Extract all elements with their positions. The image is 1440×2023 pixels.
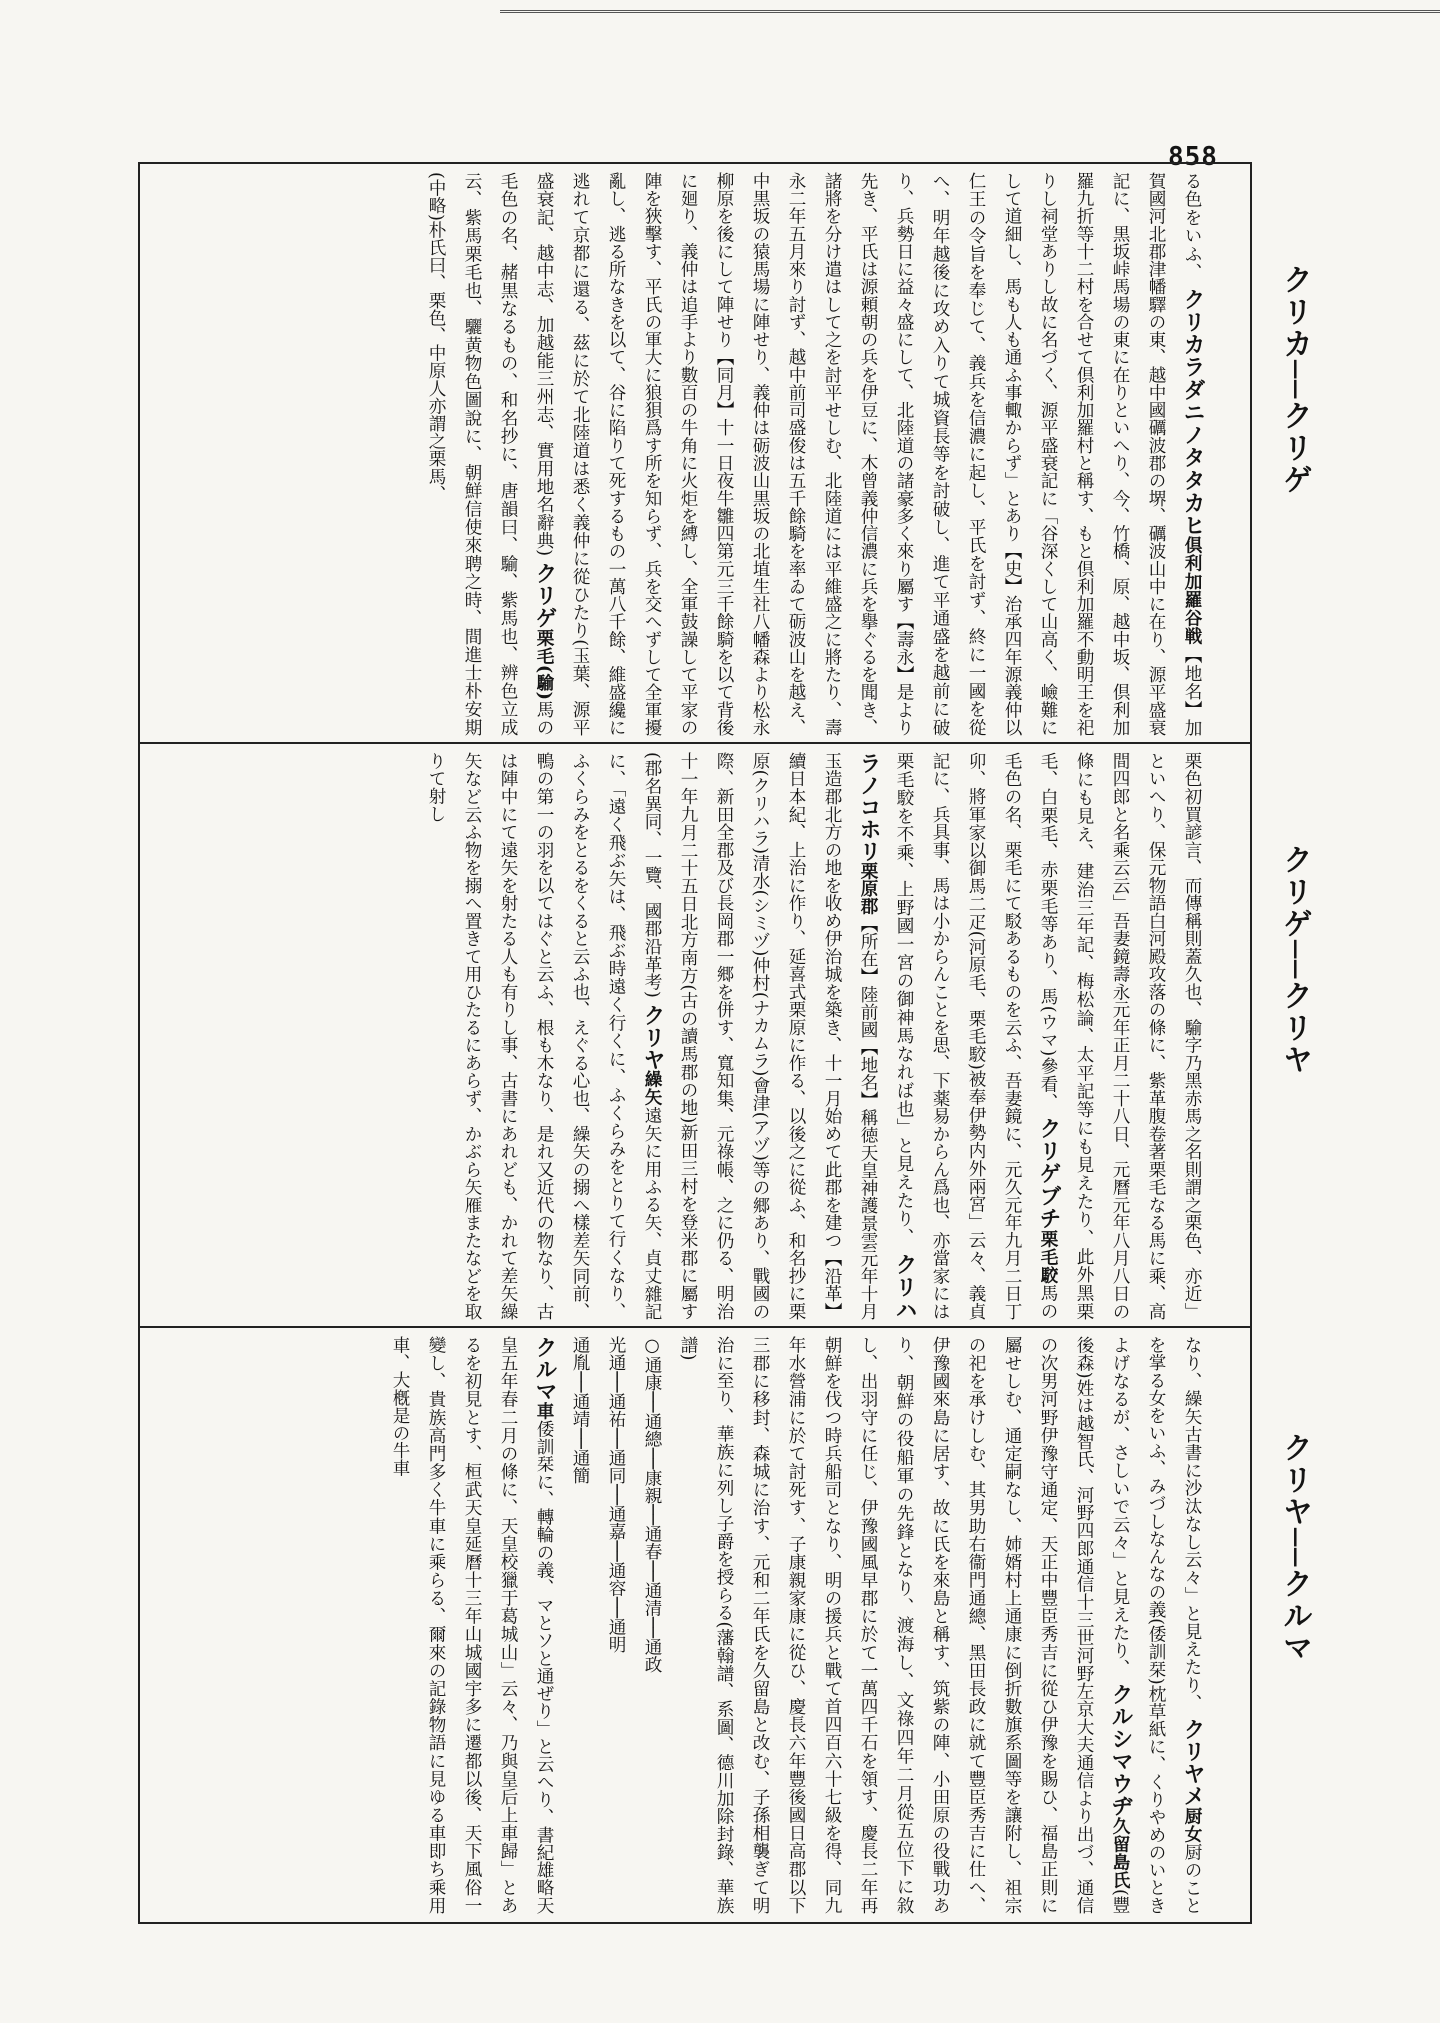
entry-headword: クリヤメ [1180, 1717, 1205, 1807]
page-number: 858 [1168, 142, 1218, 172]
entry-kanji: 倶利加羅谷戦 [1182, 536, 1203, 646]
entry-kanji: 栗毛(騟) [534, 629, 555, 701]
entry-text: 【所在】陸前國【地名】稱徳天皇神護景雲元年十月玉造郡北方の地を收め伊治城を築き、十一月始めて此郡を建つ【沿革】續日本紀、上治に作り、延喜式栗原に作る、以後之に從ふ、和名抄に栗原(クリハラ)清水(シミヅ)仲村(ナカムラ)會津(アヅ)等の郷あり、戰國の際、新田全郡及び長岡郡一郷を併す、寬知集、元祿帳、之に仍る、明治十一年九月二十五日北方南方(古の讀馬郡の地)新田三村を登米郡に屬す(郡名異同、一覽、國郡沿革考) [642, 752, 878, 1320]
text-band-2 [140, 748, 1210, 1320]
entry-text: 馬の毛色の名、栗毛にて駁あるものを云ふ、吾妻鏡に、元久元年九月二日丁卯、將軍家以御馬二疋(河原毛、栗毛駮)被奉伊勢内外兩宮」云々、義貞記に、兵具事、馬は小からんことを思、下薬易からん爲也、亦當家には栗毛駮を不乘、上野國一宮の御神馬なれば也」と見えたり、 [894, 752, 1058, 1320]
entry-text: る色をいふ、 [1182, 172, 1202, 282]
entry-headword: クリカラダニノタタカヒ [1180, 287, 1205, 537]
band-2-column [140, 748, 1210, 1320]
running-head-1: クリカ──クリゲ [1277, 263, 1312, 497]
entry-kuruma [390, 1336, 557, 1914]
entry-kurushimauji [678, 1336, 1133, 1914]
entry-text: 厨のことを掌る女をいふ、みづしなんなの義(倭訓栞)枕草紙に、くりやめのいときよげなるが、さしいで云々」と見えたり、 [1110, 1336, 1202, 1914]
entry-headword: クリゲ [532, 562, 557, 630]
entry-text: (豐後森)姓は越智氏、河野四郎通信十三世河野左京大夫通信より出づ、通信の次男河野伊豫守通定、天正中豐臣秀吉に從ひ伊豫を賜ひ、福島正則に屬せしむ、通定嗣なし、姉婿村上通康に倒折數旗系圖等を讓附し、祖宗の祀を承けしむ、其男助右衞門通總、黑田長政に就て豐臣秀吉に仕へ、伊豫國來島に居す、故に氏を來島と稱す、筑紫の陣、小田原の役戰功あり、朝鮮の役船軍の先鋒となり、渡海し、文祿四年二月從五位下に敘し、出羽守に任じ、伊豫國風早郡に於て一萬四千石を領す、慶長二年再朝鮮を伐つ時兵船司となり、明の援兵と戰て首四百六十七級を得、同九年水營浦に於て討死す、子康親家康に從ひ、慶長六年豐後國日高郡以下三郡に移封、森城に治す、元和二年氏を久留島と改む、子孫相襲ぎて明治に至り、華族に列し子爵を授らる(藩翰譜、系圖、德川加除封錄、華族譜) [678, 1336, 1130, 1914]
entry-kuriharanokohori [642, 752, 917, 1320]
entry-kanji: 栗毛駮 [1038, 1229, 1059, 1285]
entry-headword: クリヤ [640, 1003, 665, 1071]
entry-continuation [1182, 172, 1202, 281]
entry-headword: クリハラノコホリ [856, 752, 917, 1320]
running-head-3: クリヤ──クルマ [1277, 1431, 1312, 1665]
entry-kurikaradani [534, 172, 1205, 736]
entry-text: なり、繰矢古書に沙汰なし云々」と見えたり、 [1182, 1336, 1202, 1712]
entry-kuriya [426, 752, 665, 1320]
entry-kanji: 繰矢 [642, 1070, 663, 1107]
text-band-1 [140, 168, 1210, 736]
entry-text: 光通──通祐──通同──通嘉──通容──通明 [606, 1336, 626, 1654]
entry-text: 【地名】加賀國河北郡津幡驛の東、越中國礪波郡の堺、礪波山中に在り、源平盛衰記に、黒坂峠馬場の東に在りといへり、今、竹橋、原、越中坂、倶利加羅九折等十二村を合せて倶利加羅村と稱す、もと倶利加羅不動明王を祀りし祠堂ありし故に名づく、源平盛衰記に「谷深くして山高く、嶮難にして道細し、馬も人も通ふ事輙からず」とあり【史】治承四年源義仲以仁王の令旨を奉じて、義兵を信濃に起し、平氏を討ず、終に一國を從へ、明年越後に攻め入りて城資長等を討破し、進て平通盛を越前に破り、兵勢日に益々盛にして、北陸道の諸豪多く來り屬す【壽永】是より先き、平氏は源頼朝の兵を伊豆に、木曾義仲信濃に兵を擧ぐるを聞き、諸將を分け遣はして之を討平せしむ、北陸道には平維盛之に將たり、壽永二年五月來り討ず、越中前司盛俊は五千餘騎を率ゐて砺波山を越え、中黒坂の猿馬場に陣せり、義仲は砺波山黒坂の北埴生社八幡森より松永柳原を後にして陣せり【同月】十一日夜牛雛四第元三千餘騎を以て背後に廻り、義仲は追手より數百の牛角に火炬を縛し、全軍鼓譟して平家の陣を狹擊す、平氏の軍大に狼狽爲す所を知らず、兵を交へずして全軍擾亂し、逃る所なきを以て、谷に陷りて死するもの一萬八千餘、維盛纔に逃れて京都に還る、茲に於て北陸道は悉く義仲に從ひたり(玉葉、源平盛衰記、越中志、加越能三州志、實用地名辭典) [534, 172, 1202, 736]
lineage-line-1 [634, 1336, 670, 1914]
entry-headword: クルシマウヂ [1108, 1683, 1133, 1818]
entry-text: 馬の毛色の名、赭黒なるもの、和名抄に、唐韻曰、騟、紫馬也、辨色立成云、紫馬栗毛也、驪黄物色圖說に、朝鮮信使來聘之時、間進士朴安期(中略)朴氏曰、栗色、中原人亦謂之栗馬、 [426, 172, 554, 736]
entry-continuation [1038, 752, 1202, 1320]
top-rule [500, 10, 1440, 13]
entry-kurigebuchi [894, 752, 1061, 1320]
entry-continuation [1182, 1336, 1202, 1712]
running-head-2: クリゲ──クリヤ [1277, 843, 1312, 1077]
entry-text: 栗色初買諺言、而傳稱則蓋久也、騟字乃黑赤馬之名則謂之栗色、亦近」といへり、保元物語白河殿攻落の條に、紫革腹卷著栗毛なる馬に乘、高間四郎と名乘云云」吾妻鏡壽永元年正月二十八日、元曆元年八月八日の條にも見え、建治三年記、梅松論、太平記等にも見えたり、此外黑栗毛、白栗毛、赤栗毛等あり、馬(ウマ)參看、 [1038, 752, 1202, 1320]
entry-headword: クルマ [532, 1336, 557, 1403]
text-band-3 [140, 1332, 1210, 1914]
entry-text: 遠矢に用ふる矢、貞丈雜記に、「遠く飛ぶ矢は、飛ぶ時遠く行くに、ふくらみをとりて行くなり、ふくらみをとるをくると云ふ也、えぐる心也、繰矢の搦へ樣差矢同前、鴨の第一の羽を以てはぐと云ふ、根も木なり、是れ又近代の物なり、古は陣中にて遠矢を射たる人も有りし事、古書にあれども、かれて差矢繰矢など云ふ物を搦へ置きて用ひたるにあらず、かぶら矢雁またなどを取りて射し [426, 752, 662, 1320]
entry-kanji: 栗原郡 [858, 862, 879, 915]
entry-kanji: 車 [534, 1402, 555, 1420]
band-divider-1 [138, 742, 1250, 744]
band-1-column [140, 168, 1210, 736]
entry-text: 通胤──通靖──通簡 [570, 1336, 590, 1484]
band-divider-2 [138, 1326, 1250, 1328]
entry-headword: クリゲブチ [1036, 1117, 1061, 1230]
entry-text: 倭訓栞に、轉輪の義、マとソと通ぜり」と云へり、書紀雄略天皇五年春二月の條に、天皇校獵于葛城山」云々、乃與皇后上車歸」とあるを初見とす、桓武天皇延曆十三年山城國宇多に遷都以後、天下風俗一變し、貴族高門多く牛車に乘らる、爾來の記錄物語に見ゆる車即ち乘用車、大槪是の牛車 [390, 1336, 554, 1914]
lineage-line-2 [598, 1336, 634, 1914]
band-3-column [140, 1332, 1210, 1914]
entry-text: ○通康──通總──康親──通春──通清──通政 [642, 1336, 662, 1674]
lineage-line-3 [562, 1336, 598, 1914]
entry-kanji: 厨女 [1182, 1806, 1203, 1843]
entry-kanji: 久留島氏 [1110, 1817, 1131, 1890]
